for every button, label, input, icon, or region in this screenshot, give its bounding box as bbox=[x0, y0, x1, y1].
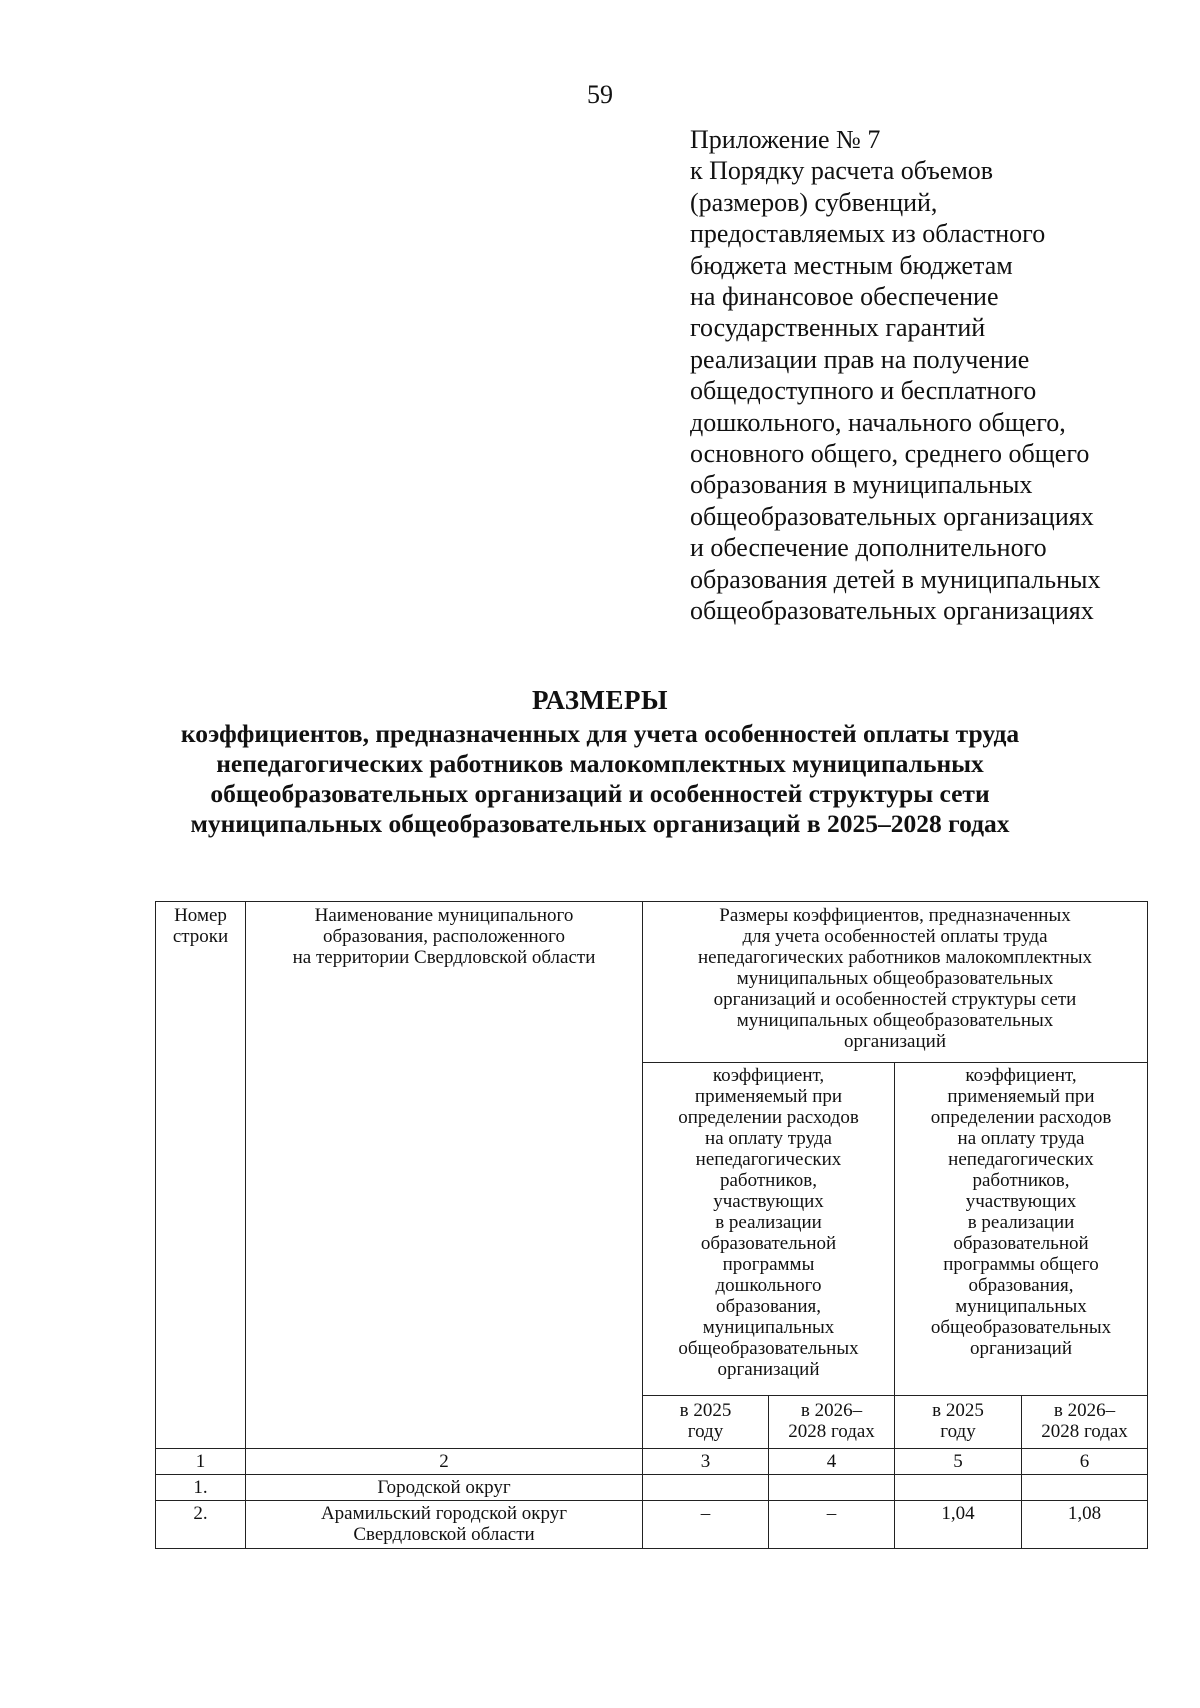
header-year-2025-general bbox=[895, 1396, 1022, 1449]
value-cell bbox=[895, 1475, 1022, 1501]
value-cell: 1,04 bbox=[895, 1501, 1022, 1549]
appendix-line: образования в муниципальных bbox=[690, 470, 1033, 500]
municipality-name bbox=[246, 1501, 643, 1549]
header-line: организаций bbox=[969, 1338, 1072, 1359]
header-line: в реализации bbox=[715, 1212, 822, 1233]
header-line: дошкольного bbox=[715, 1275, 822, 1296]
header-line: году bbox=[940, 1421, 976, 1442]
name-line: Свердловской области bbox=[353, 1524, 535, 1545]
appendix-line: бюджета местным бюджетам bbox=[690, 250, 1013, 280]
appendix-line: к Порядку расчета объемов bbox=[690, 156, 994, 186]
header-row-number bbox=[156, 902, 246, 1449]
subtitle-line: коэффициентов, предназначенных для учета особенностей оплаты труда bbox=[180, 719, 1020, 748]
table-row bbox=[156, 1475, 1148, 1501]
header-municipality-name bbox=[246, 902, 643, 1449]
header-year-2026-2028-preschool bbox=[769, 1396, 895, 1449]
name-line: Городской округ bbox=[377, 1477, 511, 1498]
header-line: в 2026– bbox=[800, 1400, 863, 1421]
header-line: программы bbox=[722, 1254, 815, 1275]
header-line: непедагогических bbox=[948, 1149, 1094, 1170]
header-line: на оплату труда bbox=[957, 1128, 1085, 1149]
header-line: непедагогических работников малокомплектных bbox=[697, 947, 1093, 968]
column-numbers-row bbox=[156, 1449, 1148, 1475]
appendix-line: предоставляемых из областного bbox=[690, 219, 1046, 249]
header-line: для учета особенностей оплаты труда bbox=[742, 926, 1048, 947]
column-number: 6 bbox=[1022, 1449, 1148, 1475]
appendix-line: общедоступного и бесплатного bbox=[690, 376, 1037, 406]
header-line: организаций bbox=[843, 1031, 946, 1052]
appendix-line: основного общего, среднего общего bbox=[690, 439, 1090, 469]
header-line: образования, расположенного bbox=[323, 926, 565, 947]
appendix-line: Приложение № 7 bbox=[690, 125, 881, 154]
column-number: 5 bbox=[895, 1449, 1022, 1475]
header-year-2026-2028-general bbox=[1022, 1396, 1148, 1449]
subtitle-line: муниципальных общеобразовательных организаций в 2025–2028 годах bbox=[190, 809, 1010, 838]
value-cell bbox=[1022, 1475, 1148, 1501]
value-cell: – bbox=[769, 1501, 895, 1549]
value-cell bbox=[643, 1475, 769, 1501]
appendix-line: реализации прав на получение bbox=[690, 344, 1030, 374]
page-number: 59 bbox=[587, 80, 613, 109]
header-line: коэффициент, bbox=[965, 1065, 1077, 1086]
document-title-block bbox=[100, 683, 1100, 839]
municipality-name bbox=[246, 1475, 643, 1501]
header-line: участвующих bbox=[965, 1191, 1077, 1212]
appendix-line: и обеспечение дополнительного bbox=[690, 533, 1047, 563]
header-line: в 2025 bbox=[932, 1400, 984, 1421]
header-line: образования, bbox=[968, 1275, 1074, 1296]
subtitle-line: общеобразовательных организаций и особенностей структуры сети bbox=[210, 779, 990, 808]
header-year-2025-preschool bbox=[643, 1396, 769, 1449]
header-line: определении расходов bbox=[678, 1107, 859, 1128]
header-line: применяемый при bbox=[947, 1086, 1095, 1107]
header-line: на территории Свердловской области bbox=[292, 947, 596, 968]
header-line: работников, bbox=[720, 1170, 817, 1191]
appendix-line: общеобразовательных организациях bbox=[690, 596, 1094, 626]
appendix-line: образования детей в муниципальных bbox=[690, 564, 1101, 594]
header-line: в 2026– bbox=[1053, 1400, 1116, 1421]
header-line: общеобразовательных bbox=[930, 1317, 1112, 1338]
coefficients-table bbox=[155, 901, 1148, 1549]
header-line: общеобразовательных bbox=[678, 1338, 859, 1359]
header-coef-general bbox=[895, 1063, 1148, 1396]
header-line: применяемый при bbox=[694, 1086, 843, 1107]
header-line: коэффициент, bbox=[712, 1065, 825, 1086]
value-cell bbox=[769, 1475, 895, 1501]
appendix-line: на финансовое обеспечение bbox=[690, 282, 999, 312]
header-line: Номер bbox=[174, 905, 227, 926]
column-number: 4 bbox=[769, 1449, 895, 1475]
column-number: 3 bbox=[643, 1449, 769, 1475]
header-line: 2028 годах bbox=[788, 1421, 875, 1442]
header-line: муниципальных общеобразовательных bbox=[736, 968, 1054, 989]
header-line: образовательной bbox=[700, 1233, 837, 1254]
header-line: Размеры коэффициентов, предназначенных bbox=[719, 905, 1071, 926]
table-row bbox=[156, 1501, 1148, 1549]
header-line: на оплату труда bbox=[705, 1128, 832, 1149]
header-line: определении расходов bbox=[930, 1107, 1112, 1128]
column-number: 2 bbox=[246, 1449, 643, 1475]
header-line: муниципальных bbox=[702, 1317, 835, 1338]
name-line: Арамильский городской округ bbox=[320, 1503, 568, 1524]
header-line: в 2025 bbox=[679, 1400, 732, 1421]
column-number: 1 bbox=[156, 1449, 246, 1475]
subtitle-line: непедагогических работников малокомплектных муниципальных bbox=[216, 749, 984, 778]
value-cell: 1,08 bbox=[1022, 1501, 1148, 1549]
header-line: организаций bbox=[717, 1359, 820, 1380]
header-line: программы общего bbox=[943, 1254, 1099, 1275]
header-line: участвующих bbox=[713, 1191, 824, 1212]
value-cell: – bbox=[643, 1501, 769, 1549]
header-line: работников, bbox=[972, 1170, 1070, 1191]
row-number: 1. bbox=[156, 1475, 246, 1501]
header-line: образовательной bbox=[953, 1233, 1089, 1254]
header-line: непедагогических bbox=[695, 1149, 842, 1170]
document-subtitle bbox=[100, 719, 1100, 839]
header-coef-preschool bbox=[643, 1063, 895, 1396]
appendix-line: (размеров) субвенций, bbox=[690, 187, 938, 217]
appendix-line: дошкольного, начального общего, bbox=[690, 407, 1066, 437]
header-line: 2028 годах bbox=[1041, 1421, 1128, 1442]
header-line: образования, bbox=[716, 1296, 821, 1317]
appendix-line: государственных гарантий bbox=[690, 313, 986, 343]
row-number: 2. bbox=[156, 1501, 246, 1549]
header-line: муниципальных bbox=[955, 1296, 1087, 1317]
header-line: организаций и особенностей структуры сети bbox=[713, 989, 1077, 1010]
header-line: Наименование муниципального bbox=[314, 905, 574, 926]
header-line: строки bbox=[172, 926, 229, 947]
appendix-line: общеобразовательных организациях bbox=[690, 501, 1094, 531]
header-coefficients-group bbox=[643, 902, 1148, 1063]
header-line: году bbox=[687, 1421, 724, 1442]
header-line: в реализации bbox=[967, 1212, 1075, 1233]
appendix-note bbox=[690, 124, 1160, 627]
header-line: муниципальных общеобразовательных bbox=[736, 1010, 1054, 1031]
document-title: РАЗМЕРЫ bbox=[531, 685, 669, 715]
